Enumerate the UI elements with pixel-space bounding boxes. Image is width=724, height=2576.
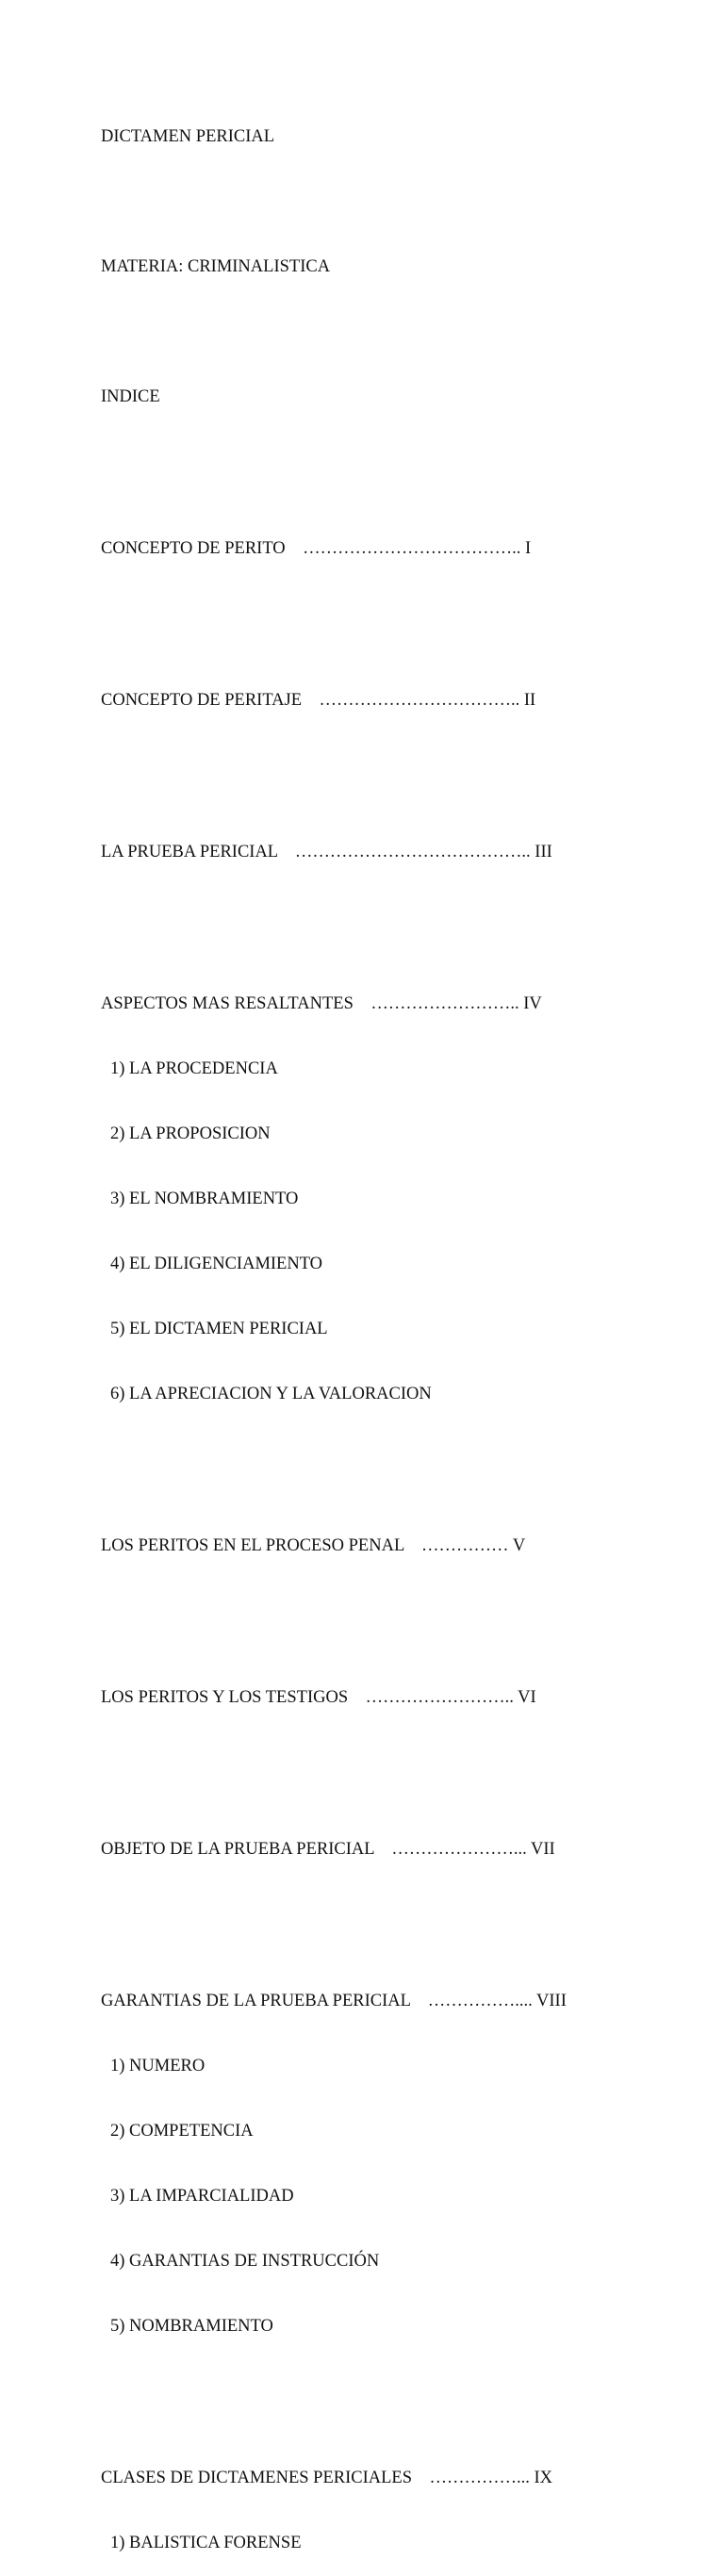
index-heading: INDICE [101,387,160,406]
toc-subentry: 2) LA PROPOSICION [110,1124,271,1143]
toc-entry-garantias: GARANTIAS DE LA PRUEBA PERICIAL …………….... VIII [101,1992,567,2010]
toc-subentry: 3) EL NOMBRAMIENTO [110,1190,299,1208]
document-title: DICTAMEN PERICIAL [101,127,275,146]
toc-entry-aspectos: ASPECTOS MAS RESALTANTES …………………….. IV [101,994,542,1013]
toc-entry-prueba-pericial: LA PRUEBA PERICIAL ………………………………….. III [101,843,552,861]
spacer [101,2381,704,2403]
toc-subentry: 4) GARANTIAS DE INSTRUCCIÓN [110,2252,380,2271]
spacer [101,755,704,777]
toc-subentry: 6) LA APRECIACION Y LA VALORACION [110,1385,432,1403]
toc-entry-concepto-peritaje: CONCEPTO DE PERITAJE …………………………….. II [101,691,536,710]
document-subject: MATERIA: CRIMINALISTICA [101,257,331,276]
spacer [101,1600,704,1622]
toc-entry-clases-dictamenes: CLASES DE DICTAMENES PERICIALES ……………... IX [101,2469,553,2487]
toc-entry-peritos-proceso-penal: LOS PERITOS EN EL PROCESO PENAL …………… V [101,1536,526,1555]
toc-subentry: 1) NUMERO [110,2057,206,2076]
toc-subentry: 1) BALISTICA FORENSE [110,2534,302,2552]
toc-subentry: 1) LA PROCEDENCIA [110,1059,278,1078]
spacer [101,603,704,625]
spacer [101,1904,704,1926]
spacer [101,451,704,473]
toc-entry-objeto-prueba: OBJETO DE LA PRUEBA PERICIAL …………………... VII [101,1840,555,1859]
toc-entry-concepto-perito: CONCEPTO DE PERITO ……………………………….. I [101,539,532,558]
document-page [101,83,704,2576]
spacer [101,321,704,343]
toc-subentry: 3) LA IMPARCIALIDAD [110,2187,294,2206]
toc-subentry: 5) NOMBRAMIENTO [110,2317,273,2336]
spacer [101,907,704,928]
toc-subentry: 5) EL DICTAMEN PERICIAL [110,1320,328,1338]
spacer [101,1752,704,1774]
toc-entry-peritos-testigos: LOS PERITOS Y LOS TESTIGOS …………………….. VI [101,1688,536,1707]
spacer [101,1449,704,1470]
spacer [101,191,704,213]
toc-subentry: 4) EL DILIGENCIAMIENTO [110,1255,323,1273]
toc-subentry: 2) COMPETENCIA [110,2122,254,2141]
